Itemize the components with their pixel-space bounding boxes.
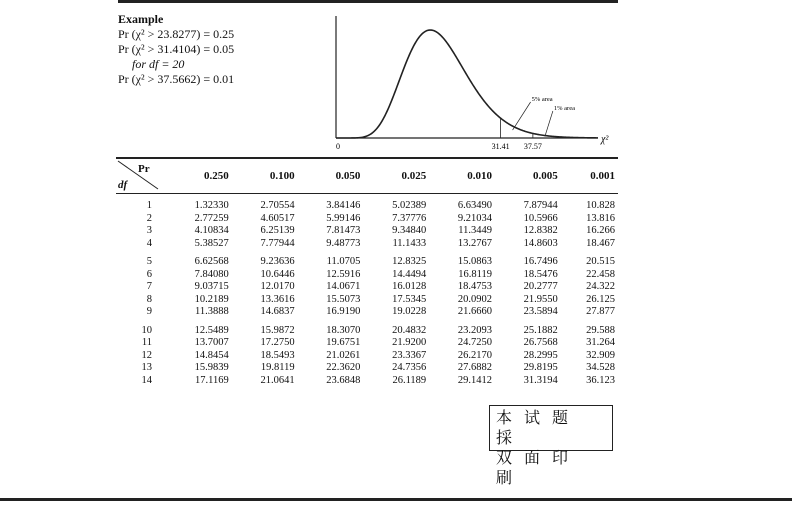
value-cell: 17.1169 [195,374,229,386]
value-cell: 18.467 [586,237,615,249]
column-header: 0.025 [401,170,427,182]
value-cell: 14.4494 [392,268,427,280]
value-cell: 9.48773 [326,237,361,249]
value-cell: 11.3888 [195,306,229,318]
example-title: Example [118,12,164,26]
value-cell: 10.828 [586,200,615,212]
value-cell: 5.38527 [194,237,229,249]
example-line-1: Pr (χ² > 23.8277) = 0.25 [118,27,235,41]
x-tick-label: 37.57 [523,142,542,151]
example-line-3: for df = 20 [132,57,185,71]
value-cell: 26.2170 [457,349,492,361]
value-cell: 31.264 [586,337,615,349]
value-cell: 18.5493 [260,349,295,361]
value-cell: 13.7007 [194,337,229,349]
value-cell: 29.588 [586,324,615,336]
value-cell: 12.8325 [392,256,427,268]
table-row [116,362,618,375]
density-curve [336,30,598,138]
table-row [116,319,618,338]
value-cell: 29.8195 [523,362,558,374]
chi-square-density-chart [326,10,622,156]
df-cell: 11 [141,337,152,349]
value-cell: 18.3070 [326,324,361,336]
value-cell: 1.32330 [194,200,229,212]
top-rule [118,0,618,3]
value-cell: 36.123 [586,374,615,386]
table-row [116,337,618,350]
value-cell: 6.63490 [457,200,492,212]
value-cell: 17.5345 [392,293,427,305]
table-row [116,294,618,307]
column-header: 0.005 [533,170,558,182]
value-cell: 4.60517 [260,212,295,224]
value-cell: 27.877 [586,306,615,318]
chi-square-table [116,157,618,387]
value-cell: 26.7568 [523,337,558,349]
value-cell: 10.2189 [194,293,229,305]
value-cell: 9.21034 [457,212,492,224]
value-cell: 12.5489 [194,324,229,336]
value-cell: 14.8454 [194,349,229,361]
annotation-label: 1% area [553,105,575,112]
df-cell: 1 [146,200,152,212]
column-header: 0.010 [467,170,492,182]
value-cell: 21.0641 [260,374,295,386]
value-cell: 20.0902 [457,293,492,305]
df-cell: 2 [146,212,152,224]
annotation-pointer [545,111,553,136]
value-cell: 20.515 [586,256,615,268]
value-cell: 3.84146 [326,200,361,212]
value-cell: 10.5966 [523,212,558,224]
annotation-pointer [513,102,531,130]
value-cell: 15.0863 [457,256,492,268]
value-cell: 21.0261 [326,349,361,361]
value-cell: 24.322 [586,281,615,293]
value-cell: 17.2750 [260,337,295,349]
corner-pr-label: Pr [138,163,150,175]
value-cell: 21.6660 [457,306,492,318]
annotation-label: 5% area [531,96,553,103]
value-cell: 15.5073 [326,293,361,305]
value-cell: 7.81473 [326,225,361,237]
table-row [116,250,618,269]
value-cell: 12.8382 [523,225,558,237]
df-cell: 3 [146,225,152,237]
value-cell: 5.99146 [326,212,361,224]
value-cell: 19.0228 [392,306,427,318]
value-cell: 18.4753 [457,281,492,293]
value-cell: 4.10834 [194,225,229,237]
value-cell: 21.9550 [523,293,558,305]
table-row [116,225,618,238]
value-cell: 13.2767 [457,237,492,249]
df-cell: 13 [141,362,152,374]
value-cell: 7.87944 [523,200,558,212]
df-cell: 8 [146,293,152,305]
value-cell: 26.125 [586,293,615,305]
x-tick-label: 31.41 [491,142,510,151]
column-header: 0.250 [204,170,229,182]
value-cell: 11.1433 [392,237,427,249]
value-cell: 16.266 [586,225,615,237]
value-cell: 6.25139 [260,225,295,237]
example-line-2: Pr (χ² > 31.4104) = 0.05 [118,42,235,56]
stamp-line-1: 本试题採 [496,408,581,447]
value-cell: 6.62568 [194,256,229,268]
value-cell: 23.6848 [326,374,361,386]
value-cell: 16.9190 [326,306,361,318]
value-cell: 12.0170 [260,281,295,293]
table-row [116,194,618,213]
table-row [116,213,618,226]
corner-cell [116,158,166,194]
value-cell: 15.9839 [194,362,229,374]
table-row [116,238,618,251]
value-cell: 14.8603 [523,237,558,249]
value-cell: 16.7496 [523,256,558,268]
bottom-rule [0,498,792,501]
value-cell: 24.7356 [392,362,427,374]
table-row [116,269,618,282]
value-cell: 29.1412 [457,374,492,386]
value-cell: 23.5894 [523,306,558,318]
table-row [116,306,618,319]
column-header: 0.100 [269,170,295,182]
value-cell: 14.0671 [326,281,361,293]
value-cell: 16.8119 [458,268,492,280]
value-cell: 14.6837 [260,306,295,318]
value-cell: 18.5476 [523,268,558,280]
value-cell: 25.1882 [523,324,558,336]
value-cell: 23.3367 [392,349,427,361]
value-cell: 19.8119 [260,362,295,374]
example-block [118,12,234,87]
stamp-line-2: 双面印刷 [496,448,581,487]
value-cell: 7.84080 [194,268,229,280]
x-axis-label: χ² [601,134,609,145]
value-cell: 22.3620 [326,362,361,374]
x-tick-label: 0 [336,142,340,151]
value-cell: 11.0705 [326,256,361,268]
value-cell: 5.02389 [392,200,427,212]
value-cell: 16.0128 [392,281,427,293]
corner-df-label: df [118,179,128,191]
value-cell: 15.9872 [260,324,295,336]
column-header: 0.001 [590,170,615,182]
value-cell: 9.03715 [194,281,229,293]
value-cell: 22.458 [586,268,615,280]
value-cell: 10.6446 [260,268,295,280]
value-cell: 2.77259 [194,212,229,224]
df-cell: 4 [146,237,152,249]
value-cell: 13.3616 [260,293,295,305]
df-cell: 14 [141,374,152,386]
value-cell: 12.5916 [326,268,361,280]
value-cell: 9.34840 [392,225,427,237]
value-cell: 27.6882 [457,362,492,374]
table-header-row [116,158,618,194]
value-cell: 28.2995 [523,349,558,361]
value-cell: 31.3194 [523,374,558,386]
table-row [116,350,618,363]
df-cell: 10 [141,324,152,336]
value-cell: 34.528 [586,362,615,374]
value-cell: 7.37776 [392,212,427,224]
df-cell: 9 [146,306,152,318]
print-stamp [489,405,613,487]
value-cell: 2.70554 [260,200,295,212]
value-cell: 20.4832 [392,324,427,336]
df-cell: 12 [141,349,152,361]
table-row [116,281,618,294]
value-cell: 19.6751 [326,337,361,349]
example-line-4: Pr (χ² > 37.5662) = 0.01 [118,72,235,86]
value-cell: 11.3449 [458,225,492,237]
df-cell: 6 [146,268,152,280]
value-cell: 7.77944 [260,237,295,249]
value-cell: 21.9200 [392,337,427,349]
value-cell: 32.909 [586,349,615,361]
value-cell: 23.2093 [457,324,492,336]
value-cell: 20.2777 [523,281,558,293]
value-cell: 13.816 [586,212,615,224]
df-cell: 7 [146,281,152,293]
column-header: 0.050 [335,170,361,182]
table-row [116,375,618,388]
value-cell: 26.1189 [392,374,427,386]
value-cell: 24.7250 [457,337,492,349]
df-cell: 5 [146,256,152,268]
value-cell: 9.23636 [260,256,295,268]
